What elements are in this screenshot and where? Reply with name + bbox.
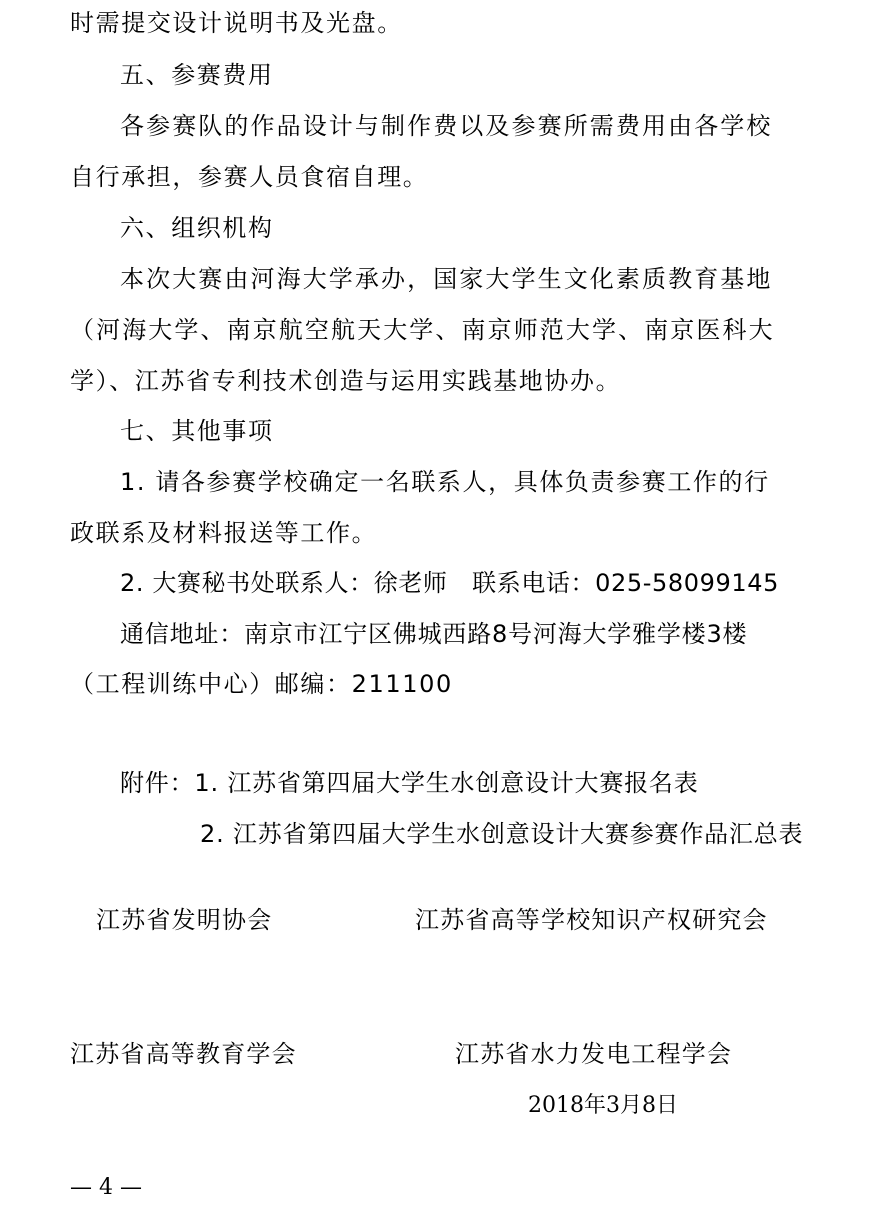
body-line: 时需提交设计说明书及光盘。	[70, 9, 403, 37]
signature-org: 江苏省发明协会	[96, 906, 273, 934]
body-line: 本次大赛由河海大学承办，国家大学生文化素质教育基地	[120, 265, 773, 293]
page-number: — 4 —	[70, 1175, 142, 1200]
body-line: （河海大学、南京航空航天大学、南京师范大学、南京医科大	[70, 316, 775, 344]
list-item-2-contact: 2. 大赛秘书处联系人：徐老师 联系电话：025-58099145	[120, 569, 779, 597]
body-line: 自行承担，参赛人员食宿自理。	[70, 163, 429, 191]
signature-org: 江苏省水力发电工程学会	[455, 1040, 733, 1068]
address-line: 通信地址：南京市江宁区佛城西路8号河海大学雅学楼3楼	[120, 620, 748, 648]
attachment-line-1: 附件：1. 江苏省第四届大学生水创意设计大赛报名表	[120, 769, 699, 797]
section-heading-organization: 六、组织机构	[120, 214, 274, 242]
body-line: 学）、江苏省专利技术创造与运用实践基地协办。	[70, 367, 622, 395]
signature-org: 江苏省高等学校知识产权研究会	[415, 906, 768, 934]
attachment-line-2: 2. 江苏省第四届大学生水创意设计大赛参赛作品汇总表	[200, 820, 804, 848]
list-item-1: 1. 请各参赛学校确定一名联系人，具体负责参赛工作的行	[120, 468, 770, 496]
signature-date: 2018年3月8日	[528, 1093, 678, 1118]
body-line: 各参赛队的作品设计与制作费以及参赛所需费用由各学校	[120, 112, 773, 140]
signature-org: 江苏省高等教育学会	[70, 1040, 297, 1068]
section-heading-other: 七、其他事项	[120, 417, 274, 445]
address-line-postcode: （工程训练中心）邮编：211100	[70, 670, 453, 698]
list-item-1-continued: 政联系及材料报送等工作。	[70, 519, 378, 547]
section-heading-fees: 五、参赛费用	[120, 61, 274, 89]
